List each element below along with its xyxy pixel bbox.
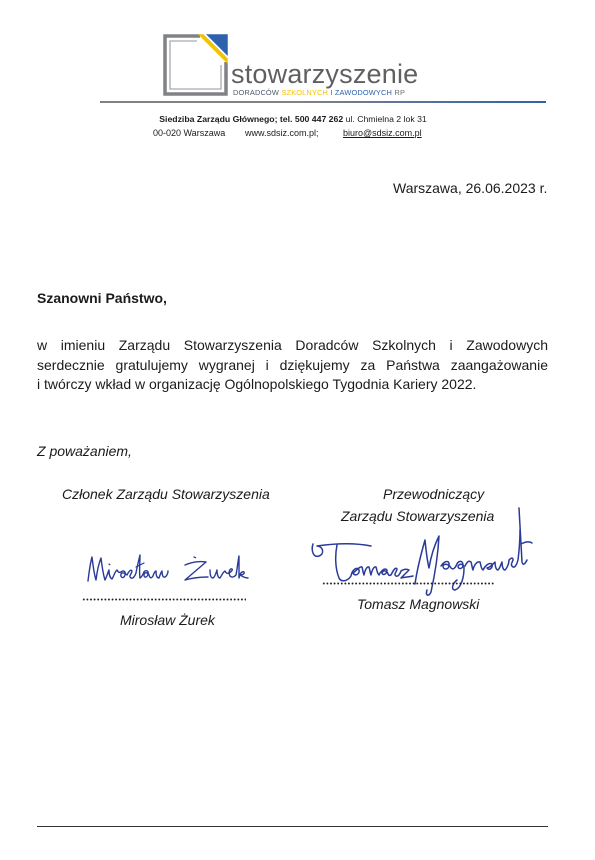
headquarters-phone: Siedziba Zarządu Głównego; tel. 500 447 262	[159, 114, 344, 124]
signatory-title: Członek Zarządu Stowarzyszenia	[62, 486, 270, 502]
closing: Z poważaniem,	[37, 443, 132, 459]
body-line: w imieniu Zarządu Stowarzyszenia Doradców Szkolnych i Zawodowych	[37, 337, 548, 353]
association-logo-mark	[160, 32, 230, 98]
handwritten-signature-left	[82, 545, 252, 593]
letterhead-divider	[100, 101, 546, 103]
logo-tagline-segment: SZKOLNYCH	[281, 88, 328, 97]
signatory-name: Mirosław Żurek	[120, 612, 215, 628]
logo-tagline	[233, 88, 405, 97]
website: www.sdsiz.com.pl;	[245, 128, 319, 138]
logo-tagline-segment: I ZAWODOWYCH	[330, 88, 392, 97]
signatory-name: Tomasz Magnowski	[357, 596, 480, 612]
signature-line	[82, 598, 246, 601]
body-line: i twórczy wkład w organizację Ogólnopolskiego Tygodnia Kariery 2022.	[37, 376, 477, 392]
place-and-date: Warszawa, 26.06.2023 r.	[393, 180, 548, 196]
signatory-title: Zarządu Stowarzyszenia	[341, 508, 495, 524]
footer-divider	[37, 826, 548, 827]
letter-body	[37, 337, 548, 396]
signatory-title: Przewodniczący	[383, 486, 485, 502]
postal-city: 00-020 Warszawa	[153, 128, 226, 138]
logo-tagline-segment: DORADCÓW	[233, 88, 279, 97]
street-address: ul. Chmielna 2 lok 31	[345, 114, 427, 124]
email-address: biuro@sdsiz.com.pl	[343, 128, 422, 138]
body-line: serdecznie gratulujemy wygranej i dziękujemy za Państwa zaangażowanie	[37, 356, 548, 373]
logo-wordmark: stowarzyszenie	[231, 59, 419, 89]
address-line	[60, 114, 526, 125]
salutation: Szanowni Państwo,	[37, 290, 167, 306]
logo-tagline-segment: RP	[394, 88, 406, 97]
handwritten-signature-right	[305, 500, 535, 600]
signature-line	[322, 582, 494, 585]
